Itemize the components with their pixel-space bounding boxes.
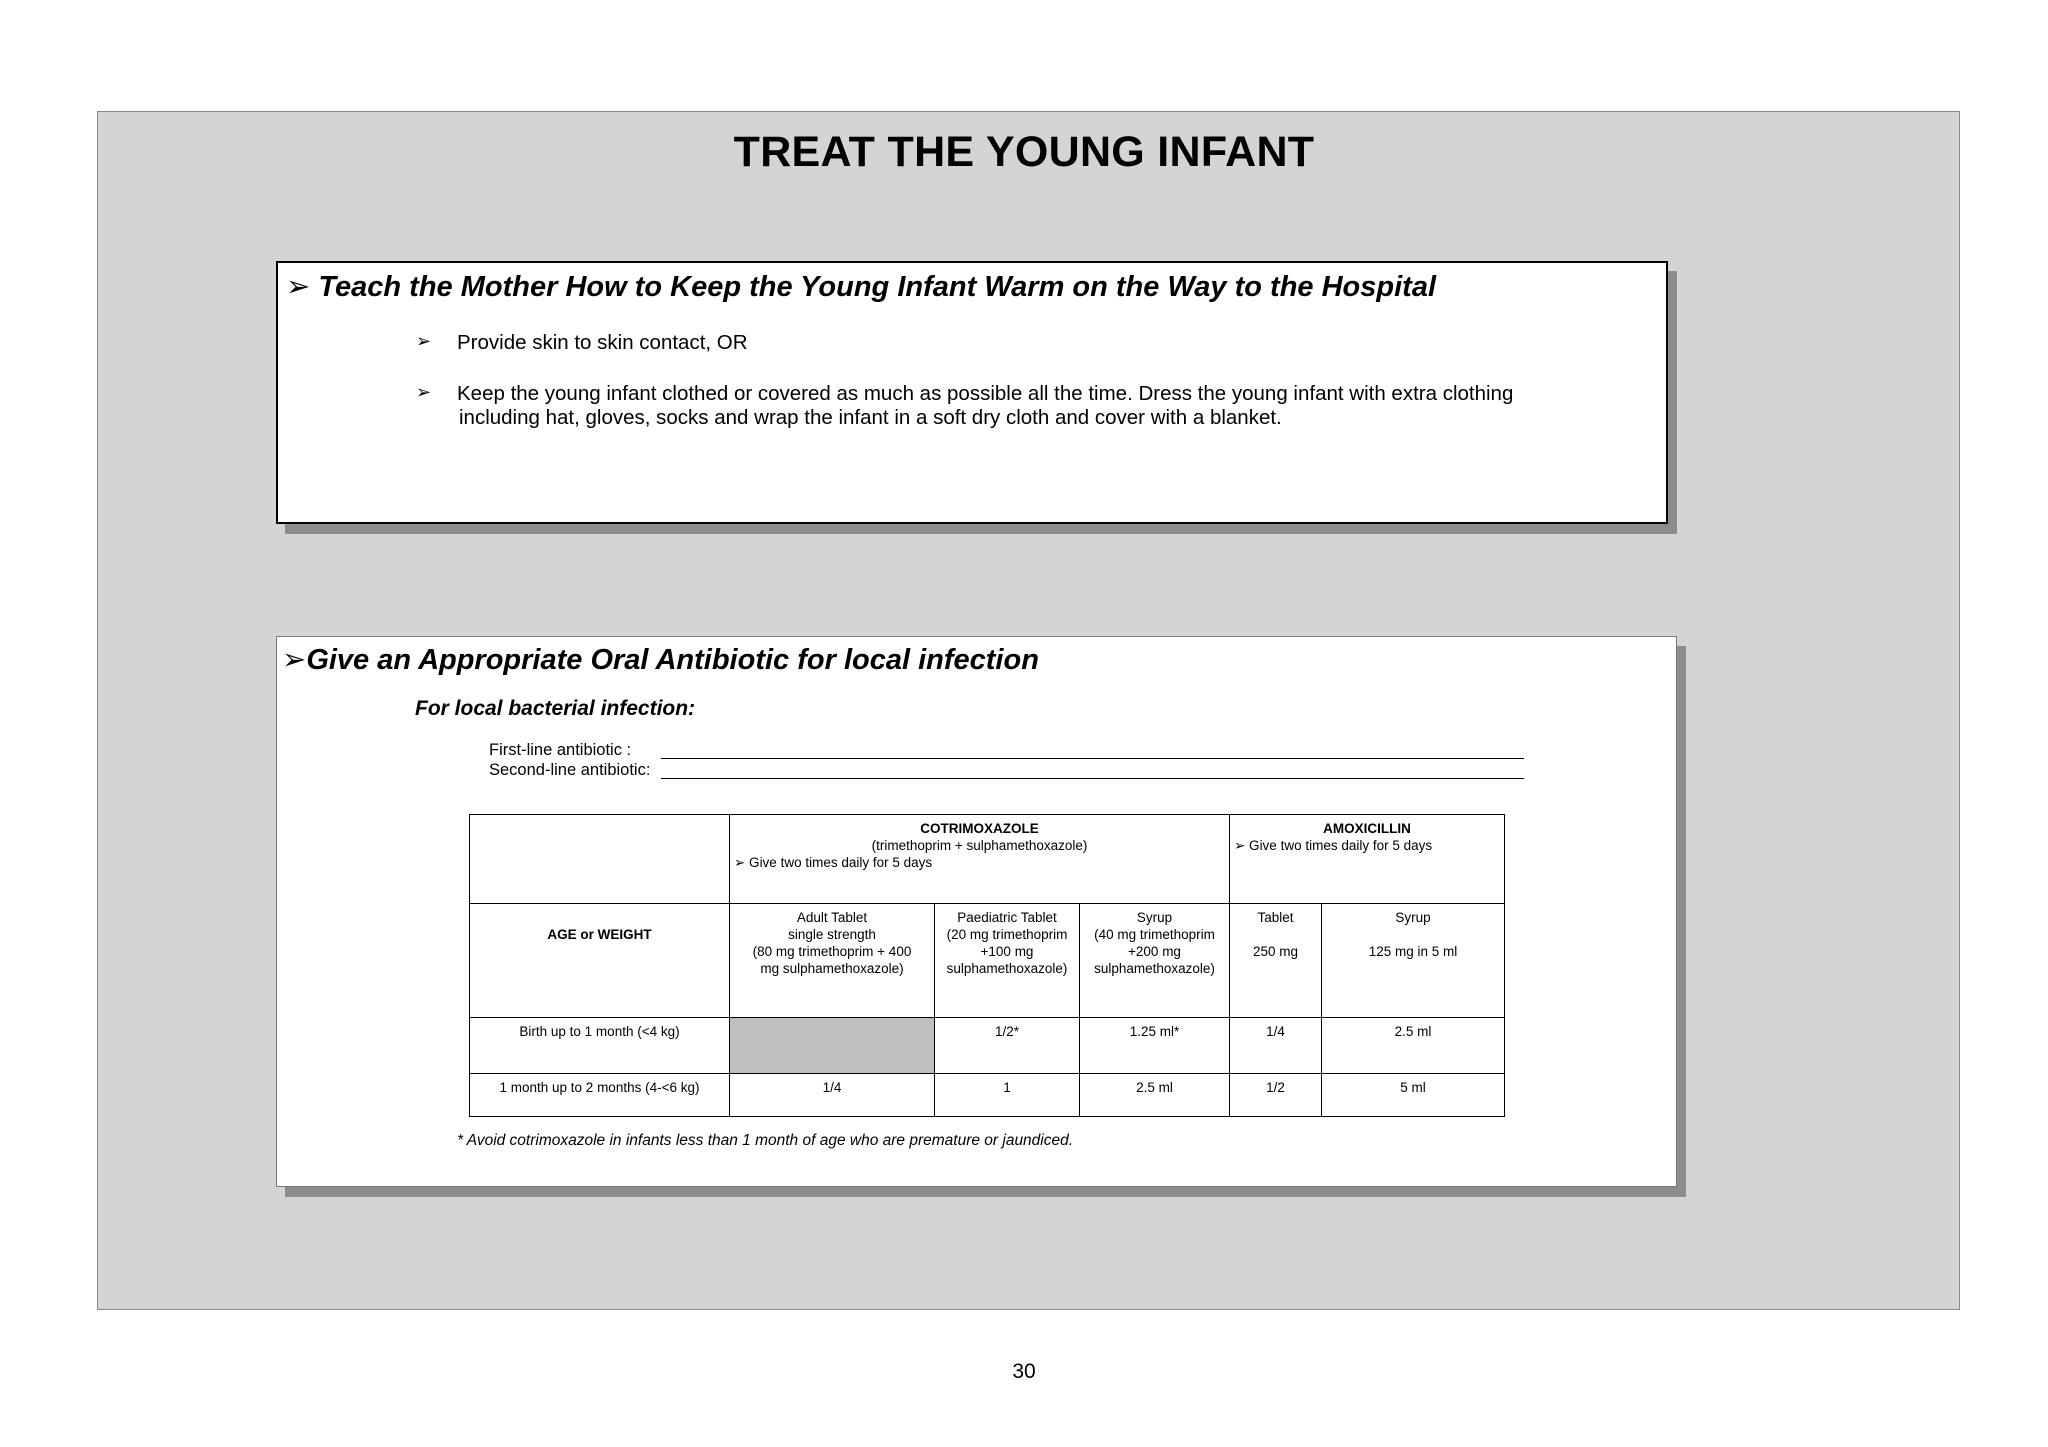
dose-cell: 1 xyxy=(935,1074,1080,1117)
column-header-amoxicillin-syrup xyxy=(1322,904,1505,1018)
age-cell: Birth up to 1 month (<4 kg) xyxy=(470,1018,730,1074)
antibiotic-heading-text: Give an Appropriate Oral Antibiotic for local infection xyxy=(306,644,1039,676)
arrow-bullet-icon: ➢ xyxy=(282,644,307,676)
keep-warm-panel xyxy=(276,261,1668,524)
dose-cell-shaded xyxy=(730,1018,935,1074)
first-line-blank xyxy=(661,758,1524,759)
col-text: sulphamethoxazole) xyxy=(1094,961,1215,976)
col-text: +200 mg xyxy=(1128,944,1181,959)
table-row xyxy=(470,1074,1505,1117)
keep-warm-heading xyxy=(286,269,1436,304)
dose-cell: 1/4 xyxy=(730,1074,935,1117)
column-header-amoxicillin-tablet xyxy=(1230,904,1322,1018)
table-row xyxy=(470,1018,1505,1074)
age-cell: 1 month up to 2 months (4-<6 kg) xyxy=(470,1074,730,1117)
column-header-paediatric-tablet xyxy=(935,904,1080,1018)
column-header-adult-tablet xyxy=(730,904,935,1018)
table-row xyxy=(470,815,1505,904)
dose-cell: 2.5 ml xyxy=(1322,1018,1505,1074)
col-text: sulphamethoxazole) xyxy=(946,961,1068,976)
col-text: +100 mg xyxy=(980,944,1034,959)
page-number: 30 xyxy=(1012,1360,1036,1383)
dosage-table xyxy=(469,814,1505,1117)
amoxicillin-name: AMOXICILLIN xyxy=(1323,821,1411,836)
col-text: Tablet xyxy=(1257,910,1294,925)
arrow-bullet-icon: ➢ xyxy=(286,271,311,303)
dose-cell: 5 ml xyxy=(1322,1074,1505,1117)
amoxicillin-header xyxy=(1230,815,1505,904)
column-header-cotrimoxazole-syrup xyxy=(1080,904,1230,1018)
col-text: Syrup xyxy=(1136,910,1173,925)
warm-item-clothing-line1: Keep the young infant clothed or covered as much as possible all the time. Dress the young infant with extra clothing xyxy=(457,382,1514,405)
col-text: (80 mg trimethoprim + 400 xyxy=(752,944,912,959)
table-cell-empty xyxy=(470,815,730,904)
col-spacer xyxy=(1326,926,1500,943)
cotrimoxazole-footnote: * Avoid cotrimoxazole in infants less than 1 month of age who are premature or jaundiced. xyxy=(457,1132,1074,1149)
arrow-bullet-icon: ➢ xyxy=(416,382,432,402)
second-line-label: Second-line antibiotic: xyxy=(489,761,651,779)
col-text: (20 mg trimethoprim xyxy=(946,927,1068,942)
antibiotic-heading xyxy=(282,642,1039,677)
warm-item-clothing-line2: including hat, gloves, socks and wrap the infant in a soft dry cloth and cover with a blanket. xyxy=(459,406,1282,429)
local-infection-subheading: For local bacterial infection: xyxy=(415,697,696,720)
cotrimoxazole-name: COTRIMOXAZOLE xyxy=(920,821,1039,836)
keep-warm-heading-text: Teach the Mother How to Keep the Young Infant Warm on the Way to the Hospital xyxy=(318,271,1437,303)
cotrimoxazole-header xyxy=(730,815,1230,904)
dose-cell: 1/2* xyxy=(935,1018,1080,1074)
col-text: 250 mg xyxy=(1252,944,1299,959)
arrow-bullet-icon: ➢ xyxy=(416,331,432,351)
dose-cell: 1/4 xyxy=(1230,1018,1322,1074)
cotrimoxazole-detail: (trimethoprim + sulphamethoxazole) xyxy=(871,838,1088,853)
col-text: 125 mg in 5 ml xyxy=(1368,944,1458,959)
first-line-label: First-line antibiotic : xyxy=(489,741,632,759)
amoxicillin-instruction: ➢ Give two times daily for 5 days xyxy=(1234,838,1433,853)
dose-cell: 2.5 ml xyxy=(1080,1074,1230,1117)
col-text: Syrup xyxy=(1395,910,1431,925)
warm-item-skin-contact: Provide skin to skin contact, OR xyxy=(457,331,748,354)
col-text: Adult Tablet xyxy=(796,910,868,925)
col-text: Paediatric Tablet xyxy=(957,910,1057,925)
cotrimoxazole-instruction: ➢ Give two times daily for 5 days xyxy=(734,855,933,870)
dose-cell: 1/2 xyxy=(1230,1074,1322,1117)
col-text: (40 mg trimethoprim xyxy=(1094,927,1215,942)
second-line-blank xyxy=(661,778,1524,779)
col-spacer xyxy=(1234,926,1317,943)
page-title: TREAT THE YOUNG INFANT xyxy=(733,128,1315,176)
col-text: mg sulphamethoxazole) xyxy=(760,961,904,976)
col-text: single strength xyxy=(788,927,876,942)
dose-cell: 1.25 ml* xyxy=(1080,1018,1230,1074)
table-row xyxy=(470,904,1505,1018)
age-weight-header: AGE or WEIGHT xyxy=(470,904,730,1018)
